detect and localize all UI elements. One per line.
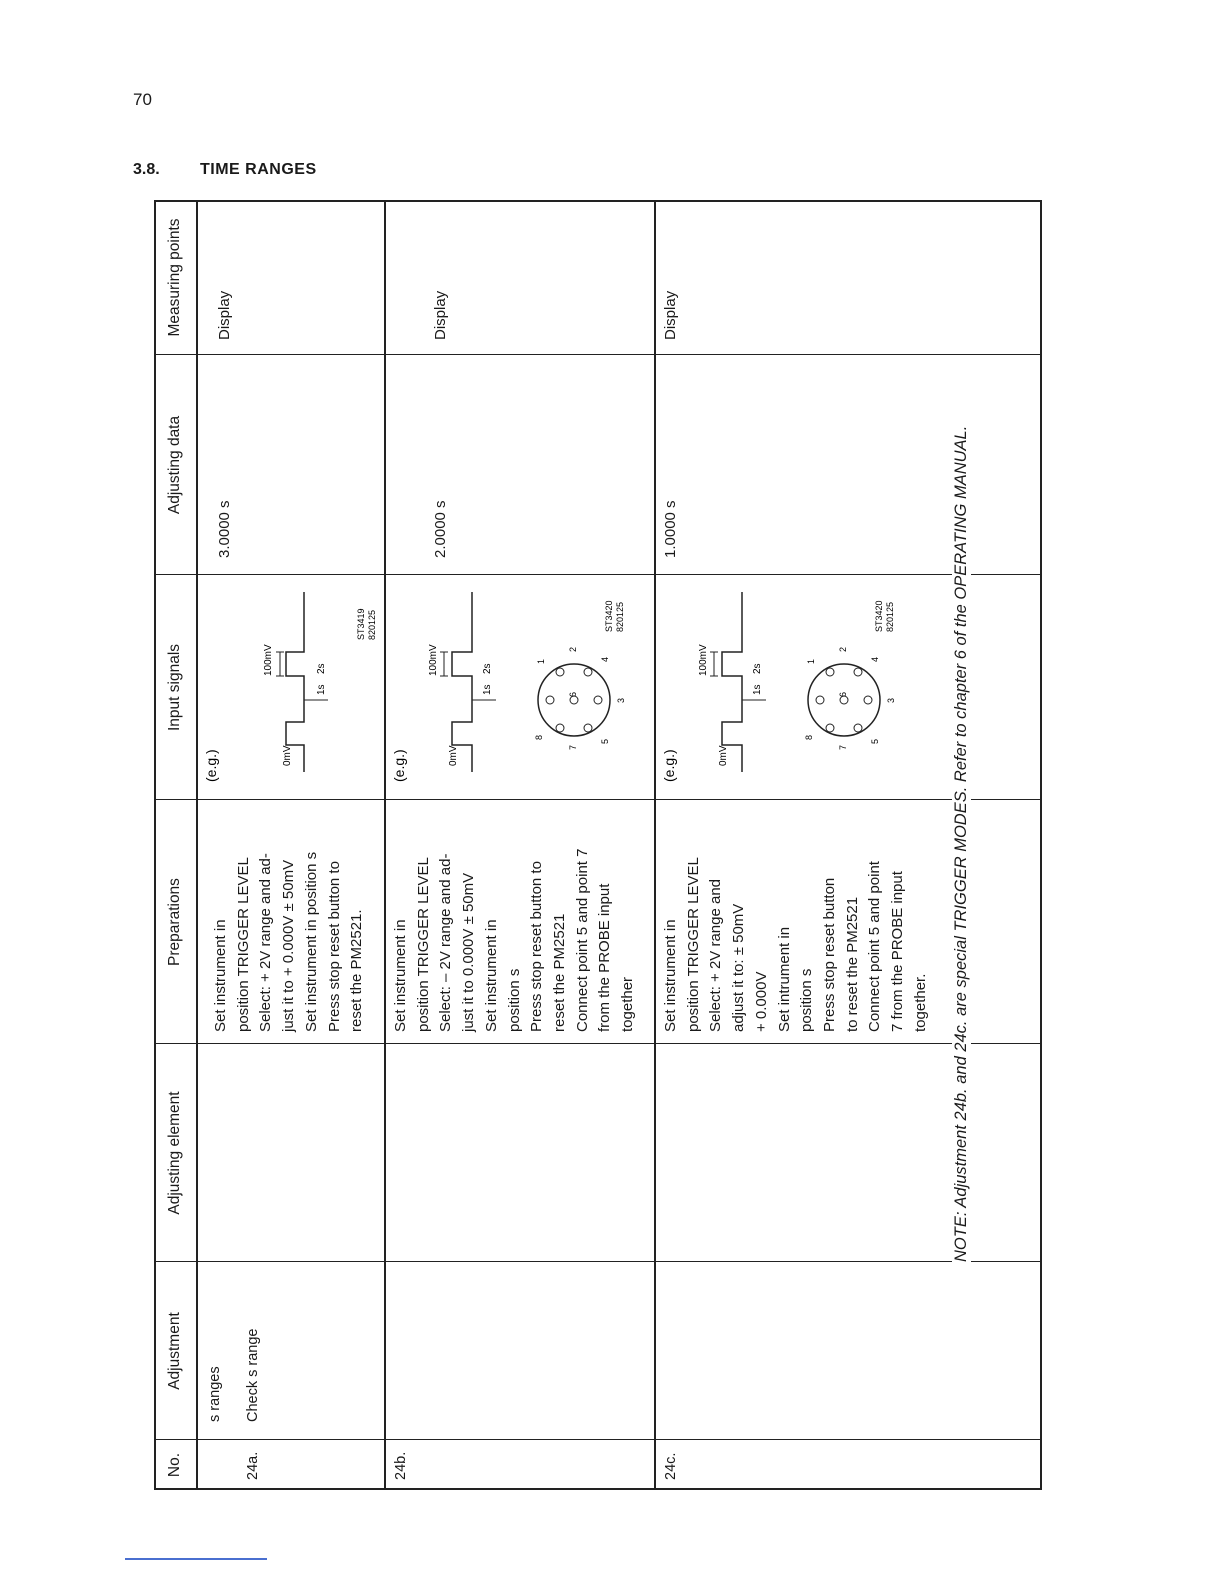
pin-label: 3 <box>616 697 626 703</box>
section-title: TIME RANGES <box>200 161 317 178</box>
input-signal-diagram <box>654 575 924 800</box>
zero-mv-label: 0mV <box>282 745 293 766</box>
connector-pin <box>854 724 862 732</box>
footer-rule <box>125 1558 267 1560</box>
header-rule <box>196 200 198 1490</box>
header-adjusting-element: Adjusting element <box>166 1091 183 1215</box>
pin-label: 2 <box>568 646 578 652</box>
row-measuring-points: Display <box>432 290 449 340</box>
input-signal-diagram <box>196 575 384 800</box>
connector-pin <box>840 696 848 704</box>
row-number: 24b. <box>393 1451 409 1480</box>
group-label: s ranges <box>207 1366 223 1422</box>
connector-pin <box>594 696 602 704</box>
drawing-date: 820125 <box>367 609 377 640</box>
time-1s-label: 1s <box>752 684 763 695</box>
amplitude-label: 100mV <box>428 644 439 676</box>
zero-mv-label: 0mV <box>448 745 459 766</box>
row-adjustment: Check s range <box>245 1328 261 1422</box>
header-input-signals: Input signals <box>166 643 183 732</box>
header-no: No. <box>166 1452 183 1478</box>
pin-label: 1 <box>806 658 816 664</box>
pulse-waveform <box>452 592 472 772</box>
col-divider <box>154 1043 1042 1044</box>
pin-label: 4 <box>870 656 880 662</box>
amplitude-label: 100mV <box>698 644 709 676</box>
row-adjusting-data: 2.0000 s <box>432 500 449 558</box>
pulse-width-marker <box>710 652 718 676</box>
time-2s-label: 2s <box>752 663 763 674</box>
row-preparations: Set instrument in position TRIGGER LEVEL Select: – 2V range and ad- just it to 0.000V ± 50mV Set instrument in position s Press stop reset button to reset the PM2521 Connect point 5 and point 7 from the PROBE input together <box>392 848 637 1032</box>
row-preparations: Set instrument in position TRIGGER LEVEL Select: + 2V range and ad- just it to + 0.000V ± 50mV Set instrument in position s Press stop reset button to reset the PM2521. <box>212 851 366 1032</box>
eg-label: (e.g.) <box>391 749 407 782</box>
pin-label: 8 <box>804 734 814 740</box>
header-adjusting-data: Adjusting data <box>166 415 183 515</box>
pin-label: 7 <box>838 744 848 750</box>
time-1s-label: 1s <box>482 684 493 695</box>
header-measuring-points: Measuring points <box>166 218 183 337</box>
time-ranges-table <box>154 200 1042 1490</box>
amplitude-label: 100mV <box>263 644 274 676</box>
connector-pin <box>546 696 554 704</box>
pin-label: 5 <box>870 738 880 744</box>
row-preparations: Set instrument in position TRIGGER LEVEL Select: + 2V range and adjust it to: ± 50mV + 0.000V Set intrument in position s Press stop reset button to reset the PM2521 Connect point 5 and point 7 from the PROBE input together. <box>662 857 929 1032</box>
probe-connector-icon <box>808 664 880 736</box>
col-divider <box>154 1439 1042 1440</box>
pulse-waveform <box>722 592 742 772</box>
drawing-code: ST3420 <box>604 600 614 632</box>
row-number: 24c. <box>663 1452 679 1480</box>
drawing-code: ST3420 <box>874 600 884 632</box>
drawing-date: 820125 <box>885 601 895 632</box>
connector-pin <box>584 668 592 676</box>
col-divider <box>154 354 1042 355</box>
pin-label: 6 <box>838 691 848 697</box>
header-preparations: Preparations <box>166 878 183 966</box>
row-number: 24a. <box>245 1451 261 1480</box>
page-number: 70 <box>133 90 152 109</box>
drawing-date: 820125 <box>615 601 625 632</box>
connector-pin <box>584 724 592 732</box>
table-frame <box>154 200 1042 1490</box>
drawing-code: ST3419 <box>356 608 366 640</box>
pin-label: 2 <box>838 646 848 652</box>
connector-pin <box>854 668 862 676</box>
connector-pin <box>816 696 824 704</box>
connector-pin <box>556 724 564 732</box>
pin-label: 5 <box>600 738 610 744</box>
pin-label: 8 <box>534 734 544 740</box>
pin-label: 3 <box>886 697 896 703</box>
col-divider <box>154 1261 1042 1262</box>
eg-label: (e.g.) <box>661 749 677 782</box>
row-adjusting-data: 1.0000 s <box>662 500 679 558</box>
connector-pin <box>826 724 834 732</box>
pulse-width-marker <box>440 652 448 676</box>
header-adjustment: Adjustment <box>166 1312 183 1390</box>
pin-label: 6 <box>568 691 578 697</box>
pin-label: 7 <box>568 744 578 750</box>
time-1s-label: 1s <box>316 684 327 695</box>
input-signal-diagram <box>384 575 654 800</box>
pulse-waveform <box>286 592 304 772</box>
row-rule <box>384 200 386 1490</box>
zero-mv-label: 0mV <box>718 745 729 766</box>
row-adjusting-data: 3.0000 s <box>216 500 233 558</box>
connector-pin <box>556 668 564 676</box>
probe-connector-icon <box>538 664 610 736</box>
connector-pin <box>570 696 578 704</box>
time-ranges-table-area <box>154 200 1042 1490</box>
row-measuring-points: Display <box>662 290 679 340</box>
row-measuring-points: Display <box>216 290 233 340</box>
time-2s-label: 2s <box>482 663 493 674</box>
eg-label: (e.g.) <box>203 749 219 782</box>
pin-label: 1 <box>536 658 546 664</box>
section-number: 3.8. <box>133 161 160 178</box>
table-note: NOTE: Adjustment 24b. and 24c. are special TRIGGER MODES. Refer to chapter 6 of the OPERATING MANUAL. <box>952 423 971 1265</box>
connector-pin <box>864 696 872 704</box>
row-rule <box>654 200 656 1490</box>
connector-pin <box>826 668 834 676</box>
pin-label: 4 <box>600 656 610 662</box>
time-2s-label: 2s <box>316 663 327 674</box>
